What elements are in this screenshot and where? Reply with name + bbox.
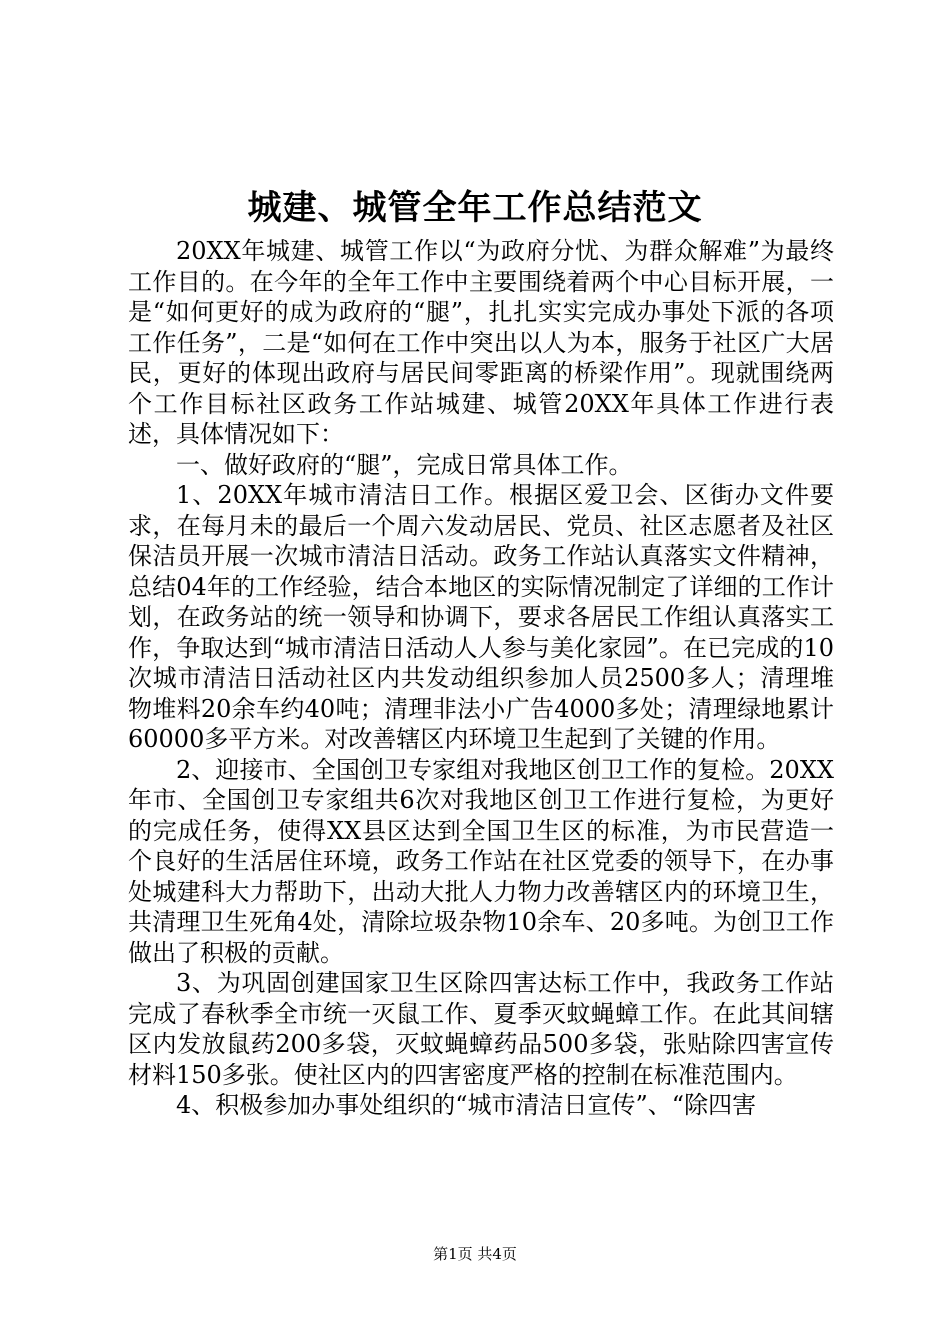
document-title: 城建、城管全年工作总结范文 [247, 188, 703, 228]
paragraph-intro: 20XX年城建、城管工作以“为政府分忧、为群众解难”为最终工作目的。在今年的全年工作中主要围绕着两个中心目标开展，一是“如何更好的成为政府的“腿”，扎扎实实完成办事处下派的各项工作任务”，二是“如何在工作中突出以人为本，服务于社区广大居民，更好的体现出政府与居民间零距离的桥梁作用”。现就围绕两个工作目标社区政务工作站城建、城管20XX年具体工作进行表述，具体情况如下： [128, 237, 834, 448]
paragraph-item-2: 2、迎接市、全国创卫专家组对我地区创卫工作的复检。20XX年市、全国创卫专家组共6次对我地区创卫工作进行复检，为更好的完成任务，使得XX县区达到全国卫生区的标准，为市民营造一个良好的生活居住环境，政务工作站在社区党委的领导下，在办事处城建科大力帮助下，出动大批人力物力改善辖区内的环境卫生，共清理卫生死角4处，清除垃圾杂物10余车、20多吨。为创卫工作做出了积极的贡献。 [128, 755, 834, 967]
paragraph-item-3: 3、为巩固创建国家卫生区除四害达标工作中，我政务工作站完成了春秋季全市统一灭鼠工作、夏季灭蚊蝇蟑工作。在此其间辖区内发放鼠药200多袋，灭蚊蝇蟑药品500多袋，张贴除四害宣传材料150多张。使社区内的四害密度严格的控制在标准范围内。 [128, 969, 834, 1089]
document-body [128, 236, 834, 1121]
paragraph-item-1: 1、20XX年城市清洁日工作。根据区爱卫会、区街办文件要求，在每月未的最后一个周六发动居民、党员、社区志愿者及社区保洁员开展一次城市清洁日活动。政务工作站认真落实文件精神，总结04年的工作经验，结合本地区的实际情况制定了详细的工作计划，在政务站的统一领导和协调下，要求各居民工作组认真落实工作，争取达到“城市清洁日活动人人参与美化家园”。在已完成的10次城市清洁日活动社区内共发动组织参加人员2500多人；清理堆物堆料20余车约40吨；清理非法小广告4000多处；清理绿地累计60000多平方米。对改善辖区内环境卫生起到了关键的作用。 [128, 481, 834, 753]
paragraph-section-heading: 一、做好政府的“腿”，完成日常具体工作。 [176, 450, 633, 479]
paragraph-item-4: 4、积极参加办事处组织的“城市清洁日宣传”、“除四害 [176, 1091, 757, 1119]
page-number-footer: 第1页 共4页 [433, 1245, 517, 1263]
